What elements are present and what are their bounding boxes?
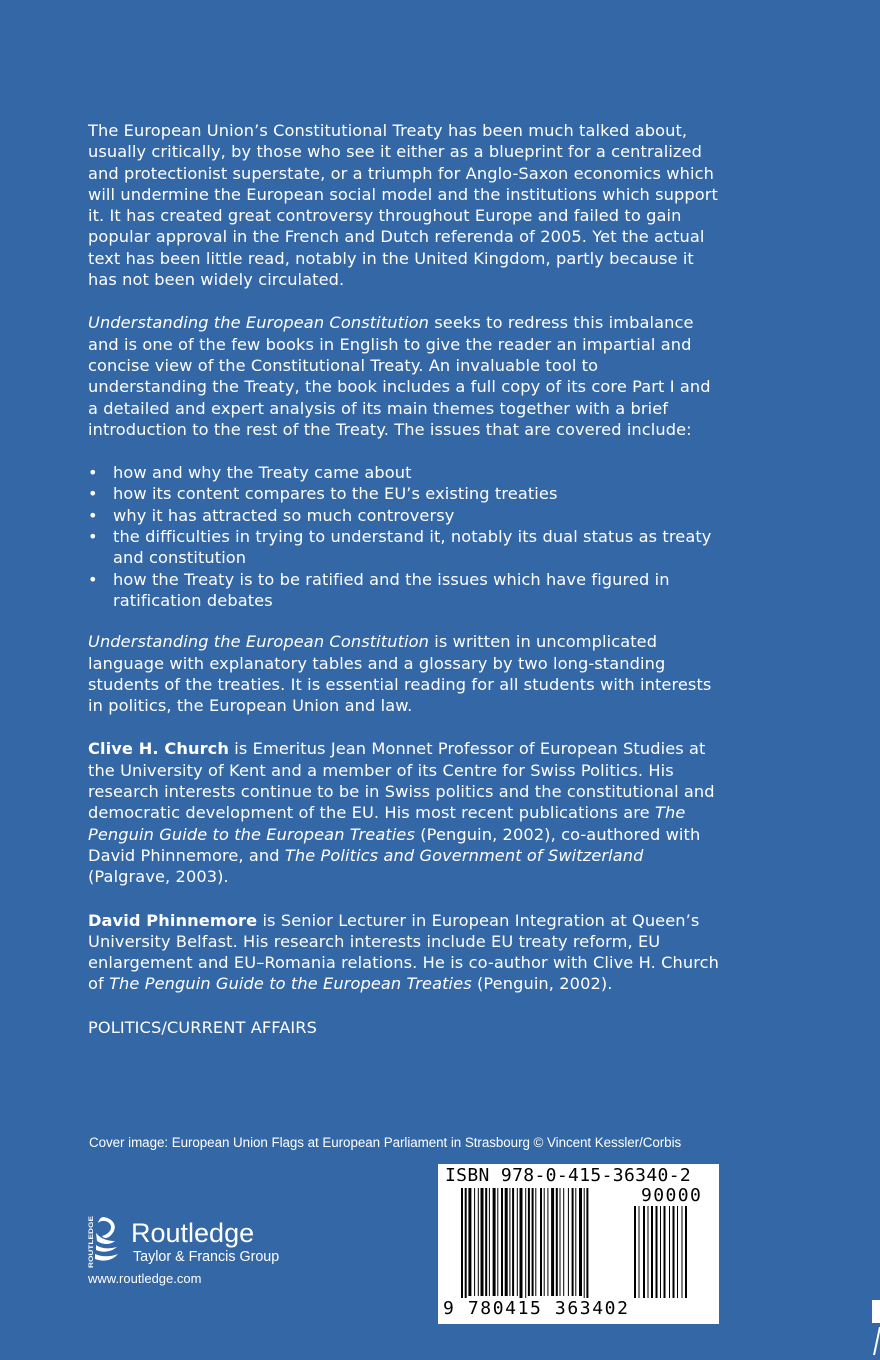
addon-bar	[682, 1206, 683, 1298]
barcode-bar	[528, 1188, 530, 1296]
barcode-bar	[512, 1188, 514, 1296]
barcode-bar	[481, 1188, 484, 1296]
issues-list	[88, 462, 720, 611]
bio-text: is Senior Lecturer in European Integration at Queen’s University Belfast. His research interests include EU treaty reform, EU enlargement and EU–Romania relations. He is co-author with Clive H. Church of	[88, 910, 719, 994]
barcode-bar	[520, 1188, 523, 1308]
author-name: David Phinnemore	[88, 910, 258, 930]
edge-mark	[872, 1300, 880, 1323]
barcode-bar	[535, 1188, 536, 1296]
addon-bar	[660, 1206, 661, 1298]
routledge-logo-icon	[86, 1214, 120, 1268]
addon-bar	[664, 1206, 666, 1298]
edge-line	[873, 1327, 880, 1355]
price-code: 90000	[641, 1185, 703, 1206]
back-cover-text	[88, 120, 720, 1038]
book-title: Understanding the European Constitution	[88, 632, 429, 652]
description-paragraph	[88, 312, 720, 440]
barcode-bar	[586, 1188, 588, 1308]
ean-digits: 9 780415 363402	[443, 1298, 630, 1319]
isbn-barcode	[438, 1164, 719, 1324]
addon-bar	[634, 1206, 636, 1298]
ean-number	[443, 1299, 630, 1319]
barcode-bar	[468, 1188, 471, 1296]
publication-title: The Politics and Government of Switzerland	[284, 845, 644, 865]
barcode-bar	[584, 1188, 585, 1308]
addon-bar	[685, 1206, 687, 1298]
author-name: Clive H. Church	[88, 739, 230, 759]
barcode-bar	[497, 1188, 498, 1296]
barcode-bar	[485, 1188, 487, 1296]
barcode-bar	[517, 1188, 518, 1296]
paragraph-text: is written in uncomplicated language with explanatory tables and a glossary by two long-standing students of the treaties. It is essential reading for all students with interests in politics, the European Union and law.	[88, 632, 712, 716]
barcode-bar	[547, 1188, 548, 1296]
addon-bar	[677, 1206, 678, 1298]
publisher-group: Taylor & Francis Group	[133, 1249, 280, 1265]
barcode-bar	[563, 1188, 564, 1296]
addon-bar	[639, 1206, 640, 1298]
description-paragraph: The European Union’s Constitutional Treaty has been much talked about, usually critically, by those who see it either as a blueprint for a centralized and protectionist superstate, or a triumph for Anglo-Saxon economics which will undermine the European social model and the institutions which support it. It has created great controversy throughout Europe and failed to gain popular approval in the French and Dutch referenda of 2005. Yet the actual text has been little read, notably in the United Kingdom, partly because it has not been widely circulated.	[88, 121, 718, 290]
addon-bar	[643, 1206, 645, 1298]
barcode-bar	[501, 1188, 503, 1296]
bio-text: is Emeritus Jean Monnet Professor of European Studies at the University of Kent and a member of its Centre for Swiss Politics. His research interests continue to be in Swiss politics and the constitutional and democratic development of the EU. His most recent publications are	[88, 739, 715, 823]
author-bio-church	[88, 738, 720, 887]
paragraph-text: seeks to redress this imbalance and is one of the few books in English to give the reader an impartial and concise view of the Constitutional Treaty. An invaluable tool to understanding the Treaty, the book includes a full copy of its core Part I and a detailed and expert analysis of its main themes together with a brief introduction to the rest of the Treaty. The issues that are covered include:	[88, 313, 711, 439]
barcode-bar	[579, 1188, 582, 1296]
barcode-bar	[572, 1188, 574, 1296]
barcode-bar	[532, 1188, 534, 1296]
barcode-bar	[525, 1188, 526, 1308]
list-item: • how its content compares to the EU’s existing treaties	[88, 483, 720, 504]
barcode-bar	[465, 1188, 467, 1308]
barcode-bar	[560, 1188, 561, 1296]
description-paragraph	[88, 631, 720, 716]
barcode-bar	[575, 1188, 576, 1296]
isbn-number: ISBN 978-0-415-36340-2	[445, 1165, 692, 1186]
list-item: • how the Treaty is to be ratified and the issues which have figured in ratification debates	[88, 569, 720, 612]
list-item: • the difficulties in trying to understand it, notably its dual status as treaty and constitution	[88, 526, 720, 569]
logo-mark-text: ROUTLEDGE	[88, 1227, 95, 1268]
bio-text: (Penguin, 2002).	[471, 974, 613, 994]
addon-bar	[648, 1206, 649, 1298]
barcode-bar	[493, 1188, 496, 1296]
bio-text: (Palgrave, 2003).	[88, 867, 229, 887]
barcode-bar	[474, 1188, 475, 1296]
publisher-website: www.routledge.com	[88, 1271, 202, 1286]
addon-bar	[651, 1206, 653, 1298]
barcode-bar	[461, 1188, 463, 1308]
barcode-bar	[556, 1188, 558, 1296]
addon-bar	[669, 1206, 670, 1298]
addon-bar	[656, 1206, 658, 1298]
barcode-bar	[540, 1188, 542, 1296]
barcode-bar	[478, 1188, 479, 1296]
list-item: • how and why the Treaty came about	[88, 462, 720, 483]
cover-image-credit: Cover image: European Union Flags at European Parliament in Strasbourg © Vincent Kessler/Corbis	[89, 1135, 682, 1150]
publication-title: The Penguin Guide to the European Treaties	[109, 974, 472, 994]
barcode-bar	[509, 1188, 510, 1296]
publication-title: The Penguin Guide to the European Treaties	[88, 803, 686, 844]
author-bio-phinnemore	[88, 910, 720, 995]
book-title: Understanding the European Constitution	[88, 313, 429, 333]
barcode-bar	[551, 1188, 554, 1296]
barcode-bar	[505, 1188, 508, 1296]
publisher-name: Routledge	[131, 1218, 255, 1248]
bio-text: (Penguin, 2002), co-authored with David Phinnemore, and	[88, 824, 701, 865]
barcode-bar	[544, 1188, 545, 1296]
book-category: POLITICS/CURRENT AFFAIRS	[88, 1017, 317, 1037]
barcode-bar	[489, 1188, 490, 1296]
addon-bar	[673, 1206, 675, 1298]
list-item: • why it has attracted so much controversy	[88, 505, 720, 526]
barcode-bar	[568, 1188, 569, 1296]
